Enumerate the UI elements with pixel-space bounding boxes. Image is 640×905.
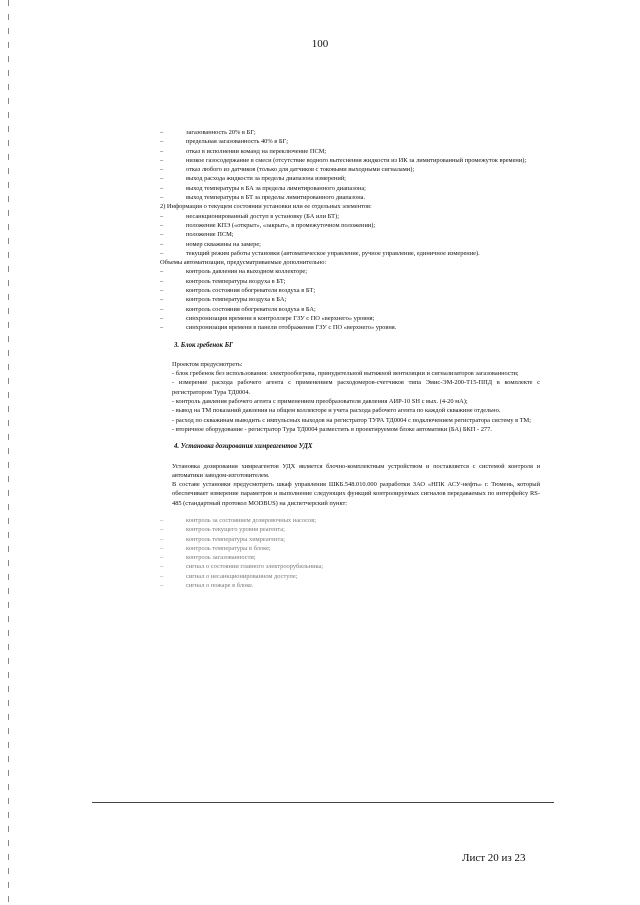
automation-list [160,267,540,332]
section-4-title: 4. Установка дозирования химреагентов УДХ [174,443,313,451]
list-item: – синхронизация времени в панели отображения ГЗУ с ПО «верхнего» уровня. [160,323,540,332]
list-item: - вторичное оборудование - регистратор Тура ТД0004 разместить в проектируемом блоке автоматики (БА) БКП - 277. [172,425,492,433]
list-item: – низкое газосодержание в смеси (отсутствие водного вытеснения жидкости из ИК за лимитированный промежуток времени); [160,156,540,165]
alarm-list [160,128,540,202]
list-item: – загазованность 20% в БГ; [160,128,540,137]
list-item: – текущий режим работы установки (автоматическое управление, ручное управление, единичное измерение). [160,249,540,258]
spacer [160,508,540,516]
footer-rule [92,802,554,803]
list-item: – предельная загазованность 40% в БГ; [160,137,540,146]
list-item: – сигнал о несанкционированном доступе; [160,572,540,581]
section-3-intro: Проектом предусмотреть: [172,360,243,368]
section-3-list [160,369,540,434]
info-heading: 2) Информация о текущем состоянии установки или ее отдельных элементов: [160,203,372,211]
list-item: - блок гребенок без использования: электрообогрева, принудительной вытяжной вентиляции и сигнализаторов загазованности; [172,370,519,378]
list-item: - измерение расхода рабочего агента с применением расходомеров-счетчиков типа Эмис-ЭМ-200-Т15-ППД в комплекте с регистратором Тура ТД0004. [172,379,540,396]
automation-heading: Объемы автоматизации, предусматриваемые дополнительно: [160,259,327,267]
list-item: – сигнал о состоянии главного электроорубильника; [160,562,540,571]
list-item: – несанкционированный доступ в установку (БА или БТ); [160,212,540,221]
section-4-paragraph: В составе установки предусмотреть шкаф управления ШКБ.548.010.000 разработки ЗАО «НПК АСУ-нефть» г. Тюмень, который обеспечивает измерение параметров и выполнение следующих функций контролируемых сигналов передаваемых по интерфейсу RS-485 (стандартный протокол MODBUS) на диспетчерский пункт: [172,481,540,507]
list-item: – контроль состояния обогревателя воздуха в БА; [160,305,540,314]
list-item: – выход температуры в БТ за пределы лимитированного диапазона. [160,193,540,202]
list-item: - расход по скважинам выводить с импульсных выходов на регистратор ТУРА ТД0004 с подключением регистратора систему в ТМ; [172,416,532,424]
list-item: – контроль состояния обогревателя воздуха в БТ; [160,286,540,295]
list-item: – контроль загазованности; [160,553,540,562]
list-item: – выход температуры в БА за пределы лимитированного диапазона; [160,184,540,193]
list-item: – положение ПСМ; [160,230,540,239]
list-item: – номер скважины на замере; [160,240,540,249]
list-item: – контроль текущего уровня реагента; [160,525,540,534]
list-item: - контроль давления рабочего агента с применением преобразователя давления АИР-10 SH с вых. (4-20 мА); [172,398,468,406]
state-list [160,212,540,258]
list-item: – отказ в исполнении команд на переключение ПСМ; [160,147,540,156]
list-item: – контроль за состоянием дозировочных насосов; [160,516,540,525]
section-4-paragraph: Установка дозирования химреагентов УДХ является блочно-комплектным устройством и поставляется с системой контроля и автоматики заводом-изготовителем. [172,462,540,479]
list-item: – положение КПЭ («открыт», «закрыт», в промежуточном положении); [160,221,540,230]
list-item: - вывод на ТМ показаний давления на общем коллекторе и учета расхода рабочего агента по каждой скважине отдельно. [172,407,501,415]
list-item: – отказ любого из датчиков (только для датчиков с токовыми выходными сигналами); [160,165,540,174]
scan-edge-mark [8,0,9,905]
document-body [160,128,540,590]
sheet-counter: Лист 20 из 23 [462,852,526,864]
list-item: – сигнал о пожаре в блоке. [160,581,540,590]
page-number: 100 [311,38,329,50]
list-item: – контроль температуры химреагента; [160,535,540,544]
list-item: – контроль температуры в блоке; [160,544,540,553]
list-item: – выход расхода жидкости за пределы диапазона измерений; [160,174,540,183]
udh-functions-list [160,516,540,590]
list-item: – контроль температуры воздуха в БТ; [160,277,540,286]
list-item: – синхронизация времени в контроллере ГЗУ с ПО «верхнего» уровня; [160,314,540,323]
section-3-title: 3. Блок гребенок БГ [174,341,234,349]
list-item: – контроль температуры воздуха в БА; [160,295,540,304]
list-item: – контроль давления на выходном коллекторе; [160,267,540,276]
